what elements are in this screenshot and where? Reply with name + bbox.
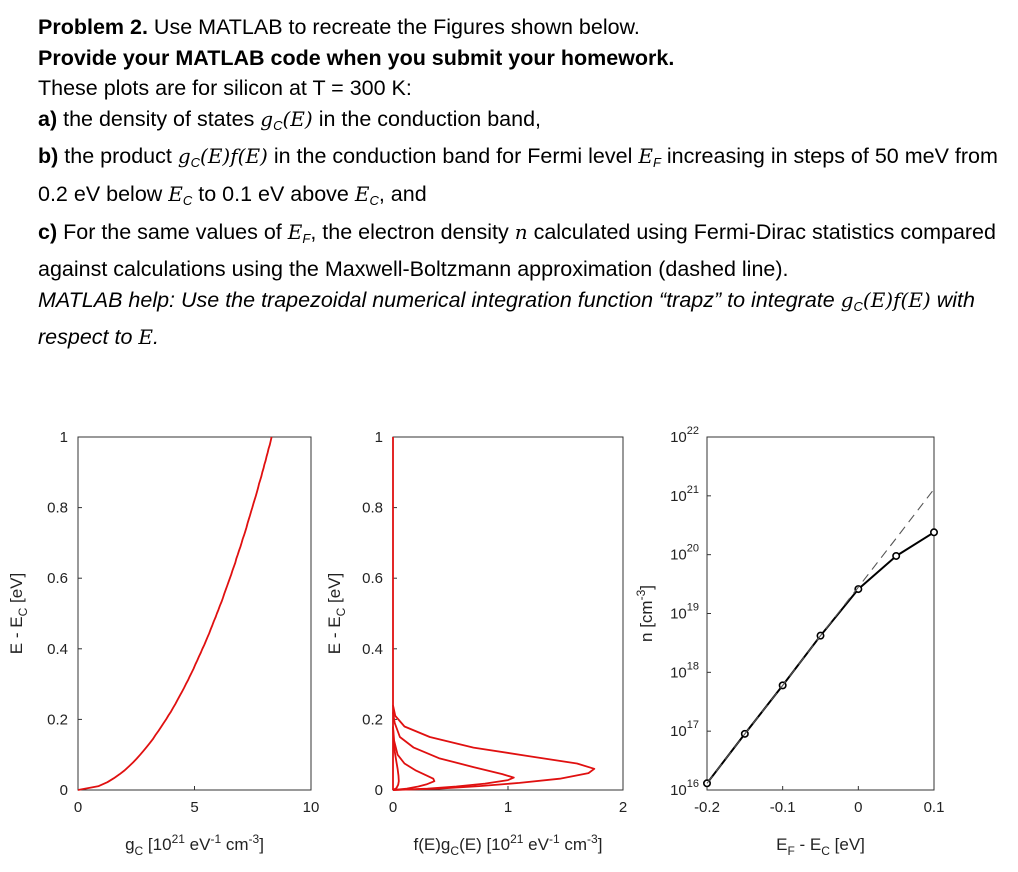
symbol-sub-f: F bbox=[302, 230, 311, 246]
part-c-text-2: , the electron density bbox=[310, 219, 515, 244]
y-tick-label: $10^{22}$ bbox=[670, 425, 699, 446]
symbol-sub-c: C bbox=[182, 192, 193, 208]
y-tick-label: $10^{21}$ bbox=[670, 483, 699, 505]
part-b-text-3: increasing in steps of 50 meV from 0.2 eV below bbox=[38, 144, 998, 206]
part-a-text-2: in the conduction band, bbox=[312, 106, 542, 131]
symbol-f-e: f(E) bbox=[893, 287, 931, 312]
y-axis-label: E - $E_C$ [eV] bbox=[325, 572, 348, 655]
x-tick-label: 0 bbox=[388, 799, 398, 816]
part-a-label: a) bbox=[38, 106, 58, 131]
x-axis-label: $g_C$ [$10^{21}$ $eV^{-1}$ $cm^{-3}$] bbox=[125, 832, 264, 858]
symbol-g: g bbox=[840, 287, 854, 312]
symbol-sub-c: C bbox=[369, 192, 379, 208]
series-line-2-5 bbox=[393, 705, 594, 790]
symbol-g: g bbox=[260, 106, 274, 131]
x-tick-label: 1 bbox=[503, 799, 513, 816]
symbol-paren-e: (E) bbox=[862, 287, 894, 312]
help-text-2: with respect to bbox=[38, 287, 975, 350]
x-tick-label: 0 bbox=[854, 799, 863, 816]
part-a-text: the density of states bbox=[57, 106, 261, 131]
y-axis-label: n $[cm^{-3}]$ bbox=[634, 585, 656, 642]
part-b-text-4: to 0.1 eV above bbox=[192, 181, 355, 206]
y-tick-label: $10^{20}$ bbox=[670, 542, 699, 564]
y-tick-label: $10^{19}$ bbox=[670, 601, 699, 623]
symbol-paren-e: (E) bbox=[282, 106, 313, 131]
y-tick-label: 0.4 bbox=[362, 640, 383, 658]
part-b-text: the product bbox=[58, 144, 178, 169]
part-b-text-2: in the conduction band for Fermi level bbox=[267, 144, 639, 169]
series-line-1-1 bbox=[78, 437, 272, 790]
y-tick-label: 0.8 bbox=[47, 499, 68, 517]
y-tick-label: 0.2 bbox=[362, 711, 383, 729]
symbol-n: n bbox=[514, 219, 528, 244]
symbol-sub-c: C bbox=[853, 298, 863, 314]
y-tick-label: 0.2 bbox=[47, 711, 68, 729]
x-tick-label: -0.1 bbox=[769, 799, 796, 816]
symbol-e: E bbox=[138, 325, 153, 350]
part-c-text: For the same values of bbox=[57, 219, 288, 244]
x-tick-label: 5 bbox=[190, 799, 199, 816]
x-axis-label: $f(E)g_C(E)$ [$10^{21}$ $eV^{-1}$ $cm^{-3}$] bbox=[413, 832, 603, 858]
y-tick-label: 0 bbox=[374, 782, 383, 799]
help-text-3: . bbox=[153, 325, 159, 350]
series-line-3-1 bbox=[707, 532, 934, 783]
problem-heading-rest: Use MATLAB to recreate the Figures shown below. bbox=[147, 15, 640, 39]
y-tick-label: 0.8 bbox=[362, 499, 383, 517]
y-tick-label: $10^{18}$ bbox=[670, 660, 699, 682]
symbol-g: g bbox=[177, 144, 191, 169]
y-tick-label: $10^{17}$ bbox=[670, 719, 699, 741]
y-tick-label: 0.4 bbox=[47, 640, 68, 658]
part-b-text-5: , and bbox=[378, 181, 427, 206]
part-c-label: c) bbox=[38, 219, 58, 244]
part-c-text-3: calculated using Fermi-Dirac statistics compared against calculations using the Maxwell-Boltzmann approximation (dashed line). bbox=[38, 219, 996, 282]
data-point bbox=[893, 553, 899, 559]
x-tick-label: 10 bbox=[302, 799, 320, 816]
x-tick-label: -0.2 bbox=[694, 799, 720, 816]
x-tick-label: 0 bbox=[73, 799, 83, 816]
plot-frame-3 bbox=[707, 437, 934, 790]
x-tick-label: 0.1 bbox=[923, 799, 945, 816]
symbol-paren-e: (E) bbox=[200, 144, 231, 169]
part-b-label: b) bbox=[38, 144, 59, 169]
plot-frame-2 bbox=[393, 437, 623, 790]
symbol-e: E bbox=[168, 181, 183, 206]
problem-heading: Problem 2. bbox=[38, 15, 148, 39]
y-tick-label: 0.6 bbox=[47, 570, 68, 588]
intro-line: These plots are for silicon at T = 300 K: bbox=[38, 76, 412, 101]
symbol-sub-c: C bbox=[273, 117, 283, 133]
help-text: MATLAB help: Use the trapezoidal numerical integration function “trapz” to integrate bbox=[38, 287, 841, 312]
symbol-e: E bbox=[287, 219, 303, 244]
data-point bbox=[931, 529, 937, 535]
y-axis-label: E - $E_C$ [eV] bbox=[7, 572, 30, 655]
y-tick-label: 0 bbox=[59, 782, 68, 799]
y-tick-label: 1 bbox=[374, 429, 383, 446]
symbol-e: E bbox=[638, 144, 653, 169]
symbol-f-e: f(E) bbox=[230, 144, 268, 169]
plot-frame-1 bbox=[78, 437, 311, 790]
symbol-sub-f: F bbox=[652, 155, 661, 171]
symbol-e: E bbox=[354, 181, 370, 206]
code-instruction: Provide your MATLAB code when you submit your homework. bbox=[38, 45, 675, 70]
y-tick-label: 0.6 bbox=[362, 570, 383, 588]
y-tick-label: 1 bbox=[59, 429, 68, 446]
x-tick-label: 2 bbox=[618, 799, 628, 816]
symbol-sub-c: C bbox=[190, 155, 201, 171]
x-axis-label: $E_F - E_C$ [eV] bbox=[776, 835, 865, 858]
y-tick-label: $10^{16}$ bbox=[670, 778, 699, 799]
